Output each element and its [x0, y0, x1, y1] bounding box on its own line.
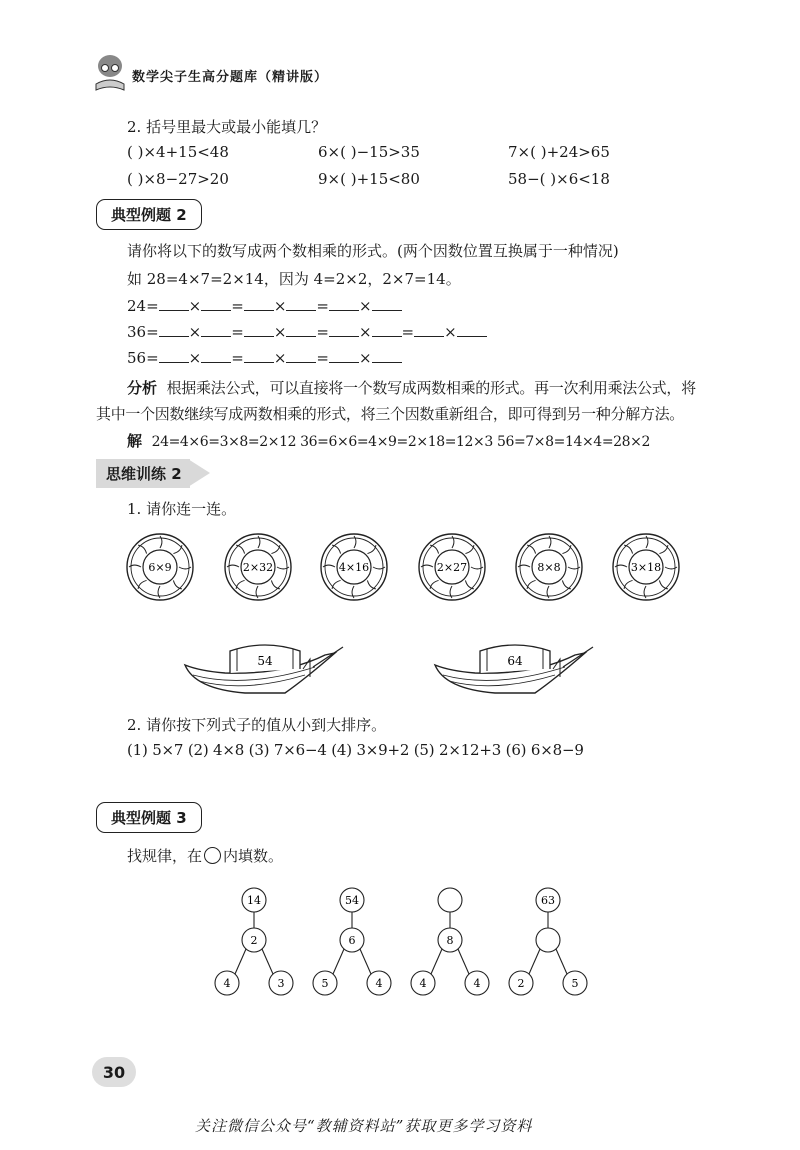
q2-item: 7×( )+24>65	[508, 143, 610, 161]
life-ring	[321, 534, 387, 600]
ring-label: 2×27	[436, 561, 468, 574]
boat	[435, 645, 593, 693]
life-ring	[127, 534, 193, 600]
tree-top-node-value: 63	[541, 894, 555, 907]
training2-q2: 2. 请你按下列式子的值从小到大排序。	[127, 716, 387, 734]
page-number: 30	[92, 1057, 136, 1087]
label-arrow-icon	[188, 459, 212, 487]
example3-label: 典型例题 3	[96, 802, 202, 833]
boat-label: 54	[257, 654, 273, 668]
blank-row-24: 24= × = × = ×	[127, 296, 402, 315]
life-ring	[419, 534, 485, 600]
number-tree	[215, 888, 293, 995]
tree-mid-node	[536, 928, 560, 952]
q2-item: ( )×8−27>20	[127, 170, 229, 188]
tree-right-node-value: 5	[571, 977, 579, 990]
number-tree	[411, 888, 489, 995]
tree-top-node-value: 14	[247, 894, 261, 907]
tree-left-node-value: 2	[517, 977, 525, 990]
book-title: 数学尖子生高分题库（精讲版）	[132, 70, 329, 85]
blank-row-56: 56= × = × = ×	[127, 348, 402, 367]
example2-label: 典型例题 2	[96, 199, 202, 230]
life-ring	[516, 534, 582, 600]
example3-prompt: 找规律，在 内填数。	[127, 847, 284, 865]
number-tree	[313, 888, 391, 995]
number-tree	[509, 888, 587, 995]
boat	[185, 645, 343, 693]
training2-label: 思维训练 2	[96, 459, 190, 488]
tree-right-node-value: 4	[473, 977, 481, 990]
tree-mid-node-value: 8	[446, 934, 454, 947]
tree-right-node-value: 3	[277, 977, 285, 990]
q2-item: 9×( )+15<80	[318, 170, 420, 188]
ring-label: 2×32	[242, 561, 274, 574]
reading-kid-icon	[92, 52, 128, 92]
number-trees	[0, 875, 800, 1005]
boat-label: 64	[507, 654, 523, 668]
tree-top-node	[438, 888, 462, 912]
circle-icon	[204, 847, 221, 864]
tree-top-node-value: 54	[345, 894, 359, 907]
solution: 解 24=4×6=3×8=2×12 36=6×6=4×9=2×18=12×3 56=7×8=14×4=28×2	[127, 432, 650, 450]
ring-label: 6×9	[148, 561, 172, 574]
q2-item: 6×( )−15>35	[318, 143, 420, 161]
tree-mid-node-value: 2	[250, 934, 258, 947]
tree-left-node-value: 5	[321, 977, 329, 990]
tree-mid-node-value: 6	[348, 934, 356, 947]
q2-title: 2. 括号里最大或最小能填几？	[127, 118, 327, 136]
tree-left-node-value: 4	[419, 977, 427, 990]
ring-label: 8×8	[537, 561, 561, 574]
q2-item: ( )×4+15<48	[127, 143, 229, 161]
blank-row-36: 36= × = × = × = ×	[127, 322, 487, 341]
training2-q2-items: (1) 5×7 (2) 4×8 (3) 7×6−4 (4) 3×9+2 (5) 2×12+3 (6) 6×8−9	[127, 741, 584, 759]
example2-prompt: 请你将以下的数写成两个数相乘的形式。(两个因数位置互换属于一种情况)	[127, 242, 619, 260]
tree-right-node-value: 4	[375, 977, 383, 990]
example2-sample: 如 28=4×7=2×14，因为 4=2×2，2×7=14。	[127, 270, 461, 288]
footer-note: 关注微信公众号“教辅资料站”获取更多学习资料	[195, 1117, 533, 1135]
analysis-line-2: 其中一个因数继续写成两数相乘的形式，将三个因数重新组合，即可得到另一种分解方法。	[96, 405, 685, 423]
life-ring	[613, 534, 679, 600]
life-ring	[225, 534, 291, 600]
training2-q1: 1. 请你连一连。	[127, 500, 237, 518]
rings-and-boats	[0, 515, 800, 705]
analysis-line-1: 分析 根据乘法公式，可以直接将一个数写成两数相乘的形式。再一次利用乘法公式，将	[127, 379, 696, 397]
q2-item: 58−( )×6<18	[508, 170, 610, 188]
tree-left-node-value: 4	[223, 977, 231, 990]
ring-label: 4×16	[338, 561, 370, 574]
ring-label: 3×18	[630, 561, 662, 574]
